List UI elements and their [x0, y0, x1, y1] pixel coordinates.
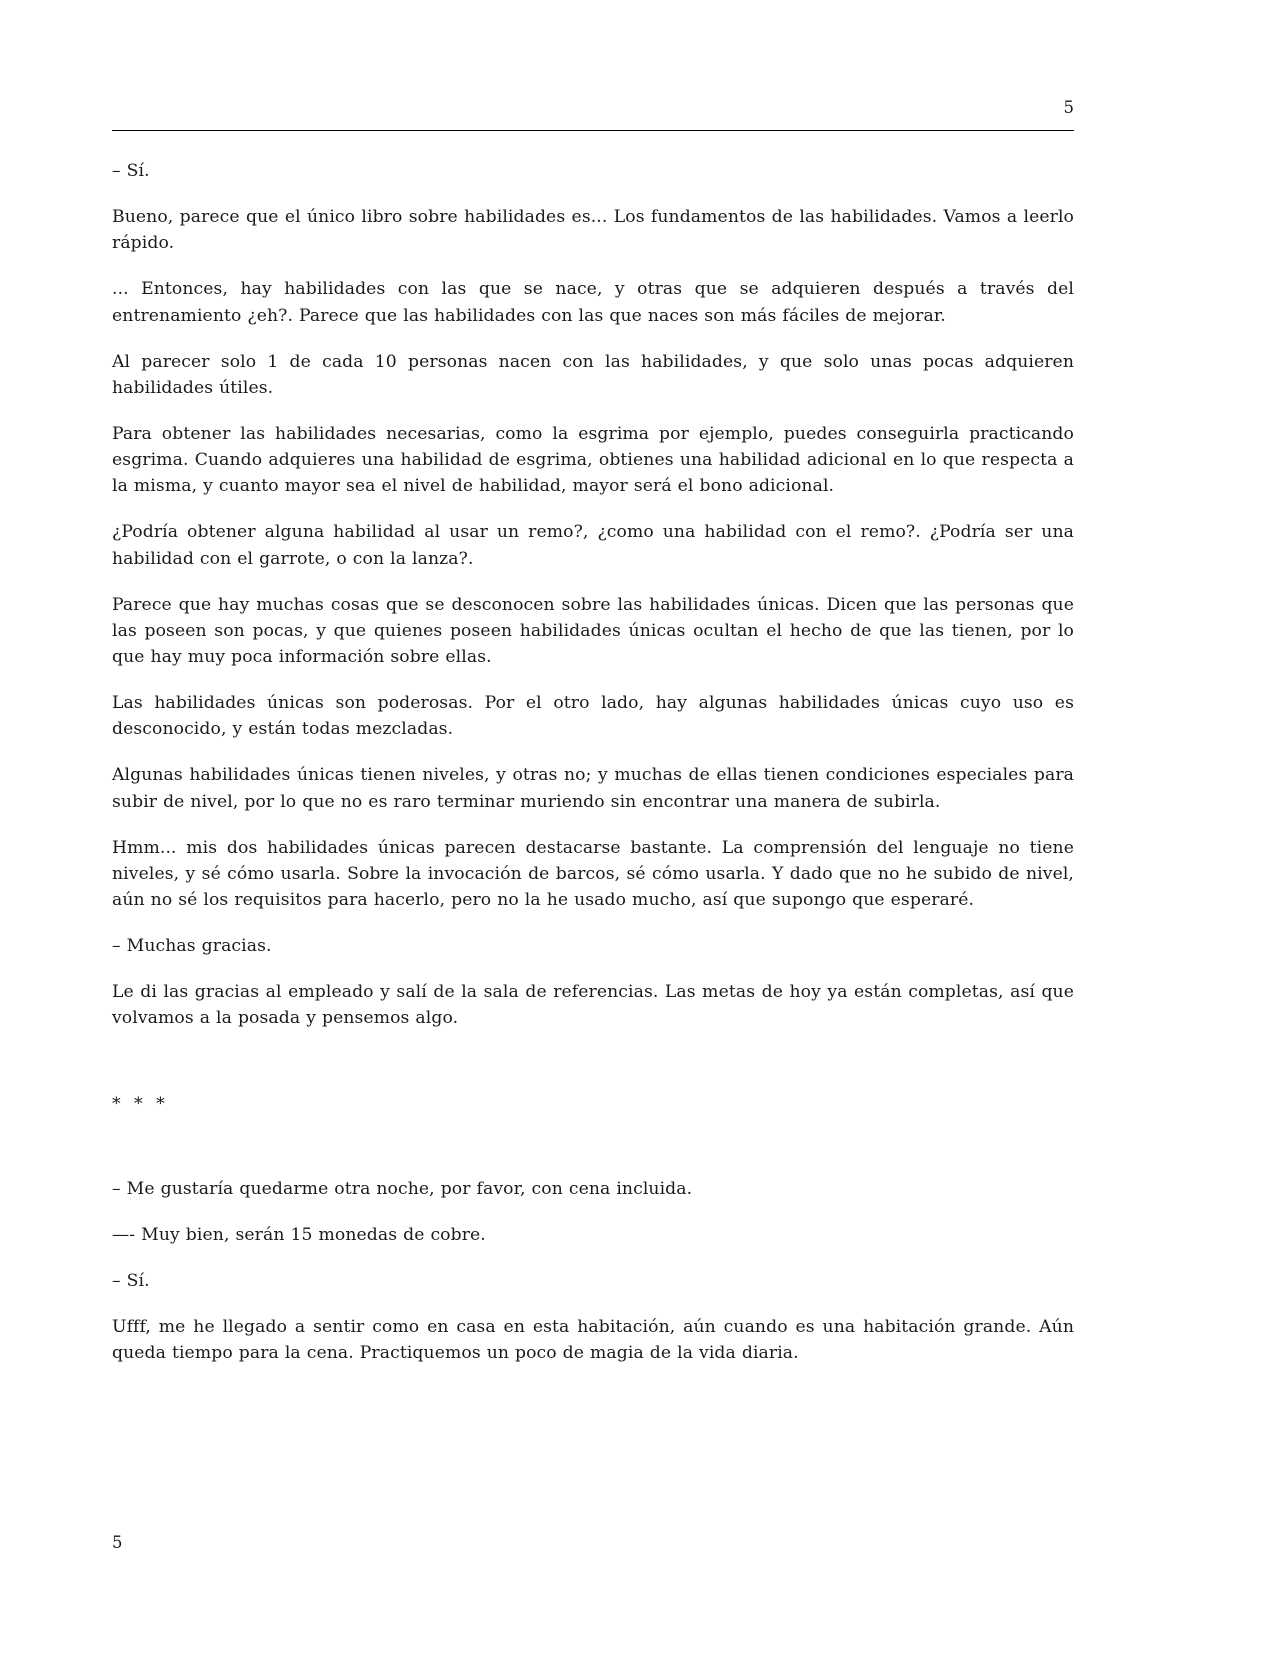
paragraph: Al parecer solo 1 de cada 10 personas nacen con las habilidades, y que solo unas pocas adquieren habilidades útiles.	[112, 351, 1074, 398]
body-text	[112, 158, 1074, 1366]
paragraph: Las habilidades únicas son poderosas. Por el otro lado, hay algunas habilidades únicas cuyo uso es desconocido, y están todas mezcladas.	[112, 693, 1074, 740]
page-header	[112, 100, 1074, 140]
paragraph: Parece que hay muchas cosas que se desconocen sobre las habilidades únicas. Dicen que las personas que las poseen son pocas, y que quienes poseen habilidades únicas ocultan el hecho de que las tienen, por lo que hay muy poca información sobre ellas.	[112, 594, 1074, 667]
paragraph: ... Entonces, hay habilidades con las que se nace, y otras que se adquieren después a través del entrenamiento ¿eh?. Parece que las habilidades con las que naces son más fáciles de mejorar.	[112, 279, 1074, 326]
paragraph: Hmm... mis dos habilidades únicas parecen destacarse bastante. La comprensión del lenguaje no tiene niveles, y sé cómo usarla. Sobre la invocación de barcos, sé cómo usarla. Y dado que no he subido de nivel, aún no sé los requisitos para hacerlo, pero no la he usado mucho, así que supongo que esperaré.	[112, 837, 1074, 910]
footer-page-number: 5	[112, 1533, 123, 1552]
paragraph: – Muchas gracias.	[112, 936, 272, 957]
paragraph: Le di las gracias al empleado y salí de la sala de referencias. Las metas de hoy ya están completas, así que volvamos a la posada y pensemos algo.	[112, 982, 1074, 1029]
paragraph: – Sí.	[112, 1270, 150, 1291]
header-page-number: 5	[1063, 98, 1074, 117]
paragraph: – Me gustaría quedarme otra noche, por favor, con cena incluida.	[112, 1178, 693, 1199]
paragraph: Bueno, parece que el único libro sobre habilidades es... Los fundamentos de las habilidades. Vamos a leerlo rápido.	[112, 207, 1074, 254]
scene-break: * * *	[112, 1093, 169, 1114]
paragraph: Ufff, me he llegado a sentir como en casa en esta habitación, aún cuando es una habitación grande. Aún queda tiempo para la cena. Practiquemos un poco de magia de la vida diaria.	[112, 1317, 1074, 1364]
paragraph: —- Muy bien, serán 15 monedas de cobre.	[112, 1224, 486, 1245]
page-content	[112, 100, 1074, 1366]
paragraph: Algunas habilidades únicas tienen niveles, y otras no; y muchas de ellas tienen condiciones especiales para subir de nivel, por lo que no es raro terminar muriendo sin encontrar una manera de subirla.	[112, 765, 1074, 812]
header-rule	[112, 130, 1074, 131]
paragraph: ¿Podría obtener alguna habilidad al usar un remo?, ¿como una habilidad con el remo?. ¿Podría ser una habilidad con el garrote, o con la lanza?.	[112, 522, 1074, 569]
paragraph: – Sí.	[112, 161, 150, 181]
paragraph: Para obtener las habilidades necesarias, como la esgrima por ejemplo, puedes conseguirla practicando esgrima. Cuando adquieres una habilidad de esgrima, obtienes una habilidad adicional en lo que respecta a la misma, y cuanto mayor sea el nivel de habilidad, mayor será el bono adicional.	[112, 423, 1074, 497]
